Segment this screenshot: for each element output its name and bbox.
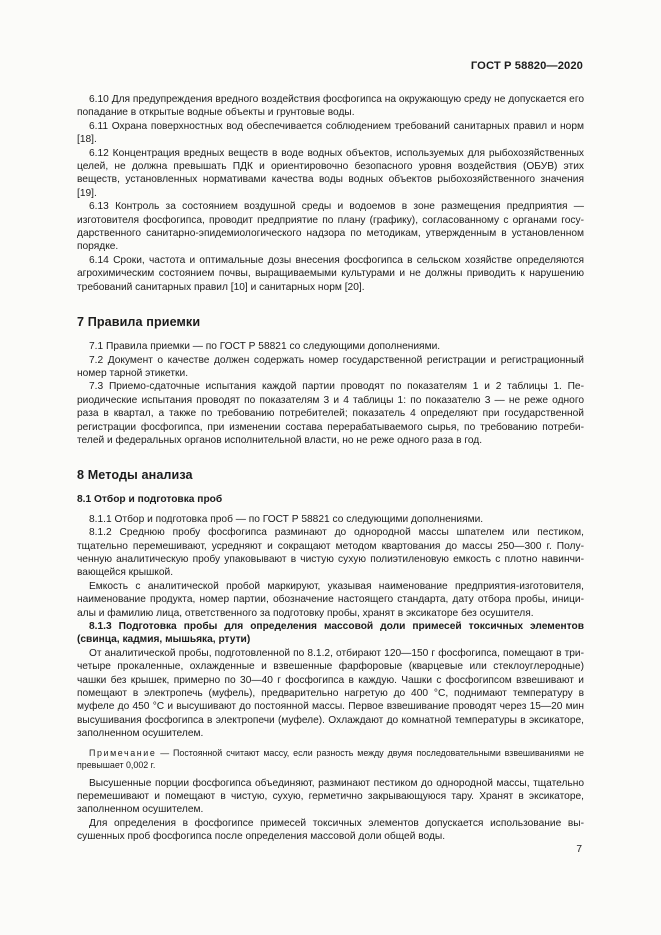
clause-6-11: 6.11 Охрана поверхностных вод обеспечивается соблюдением требований санитарных правил и норм [18]. — [77, 120, 584, 146]
clause-8-1-3-heading: 8.1.3 Подготовка пробы для определения массовой доли примесей токсичных элементов (свинца, кадмия, мышьяка, ртути) — [77, 621, 584, 646]
clause-8-1-3-text: От аналитической пробы, подготовленной по 8.1.2, отбирают 120—150 г фосфогипса, помещают в три-четыре прокаленные, охлажденные и взвешенные фарфоровые (кварцевые или стеклоуглеродные) чашки без крышек, примерно по 30—40 г фосфогипса в каждую. Чашки с фосфогипсом взвешивают и помещают в электропечь (муфель), предварительно нагретую до 400 °С, поднимают температуру в муфеле до 450 °С и высушивают до постоянной массы. Первое взвешивание проводят через 15—20 мин высушивания фосфогипса в электропечи (муфеле). Охлаждают до комнатной температуры в эксикаторе, заполненном осушителем. — [77, 647, 584, 740]
note — [77, 747, 584, 771]
clause-8-1-3-toxic: Для определения в фосфогипсе примесей токсичных элементов допускается использование высушенных проб фосфогипса после определения массовой доли общей воды. — [77, 817, 584, 843]
clause-6-12: 6.12 Концентрация вредных веществ в воде водных объектов, используемых для рыбохозяйственных целей, не должна превышать ПДК и ориентировочно безопасного уровня воздействия (ОБУВ) этих веществ, установленных нормативами качества воды водных объектов рыбохозяйственного значения [19]. — [77, 147, 584, 199]
clause-8-1-1: 8.1.1 Отбор и подготовка проб — по ГОСТ Р 58821 со следующими дополнениями. — [89, 513, 484, 525]
clause-6-13: 6.13 Контроль за состоянием воздушной среды и водоемов в зоне размещения предприятия — изготовителя фосфогипса, проводит предприятие по плану (графику), согласованному с органами государственного санитарно-эпидемиологического надзора по методикам, утвержденным в установленном порядке. — [77, 201, 584, 253]
document-header: ГОСТ Р 58820—2020 — [470, 60, 583, 72]
clause-8-1-2: 8.1.2 Среднюю пробу фосфогипса разминают до однородной массы шпателем или пестиком, тщательно перемешивают, усредняют и сокращают методом квартования до массы 250—300 г. Полученную аналитическую пробу упаковывают в чистую сухую полиэтиленовую емкость с плотно навинчивающейся крышкой. — [77, 527, 584, 579]
clause-7-1: 7.1 Правила приемки — по ГОСТ Р 58821 со следующими дополнениями. — [89, 341, 441, 353]
page-content — [77, 93, 584, 844]
section-8-title: 8 Методы анализа — [77, 468, 193, 483]
clause-6-10: 6.10 Для предупреждения вредного воздействия фосфогипса на окружающую среду не допускается его попадание в открытые водные объекты и грунтовые воды. — [77, 94, 584, 119]
page-number: 7 — [576, 844, 582, 855]
clause-7-2: 7.2 Документ о качестве должен содержать номер государственной регистрации и регистрационный номер тарной этикетки. — [77, 354, 584, 379]
note-label: Примечание — [89, 747, 157, 758]
section-7-title: 7 Правила приемки — [77, 315, 201, 330]
note-text: — Постоянной считают массу, если разность между двумя последовательными взвешиваниями не превышает 0,002 г. — [77, 747, 584, 770]
subsection-8-1-title: 8.1 Отбор и подготовка проб — [77, 494, 223, 506]
clause-7-3: 7.3 Приемо-сдаточные испытания каждой партии проводят по показателям 1 и 2 таблицы 1. Периодические испытания проводят по показателям 3 и 4 таблицы 1: по показателю 3 — не реже одного раза в квартал, а также по требованию потребителей; показатель 4 определяют при государственной регистрации фосфогипса, при изменении состава перерабатываемого сырья, по требованию потребителей и федеральных органов исполнительной власти, но не реже одного раза в год. — [77, 381, 584, 446]
clause-8-1-2-cont: Емкость с аналитической пробой маркируют, указывая наименование предприятия-изготовителя, наименование продукта, номер партии, обозначение настоящего стандарта, дату отбора пробы, инициалы и фамилию лица, ответственного за подготовку пробы, хранят в эксикаторе без осушителя. — [77, 580, 584, 619]
clause-8-1-3-dried: Высушенные порции фосфогипса объединяют, разминают пестиком до однородной массы, тщательно перемешивают и помещают в чистую, сухую, герметично закрывающуюся тару. Хранят в эксикаторе, заполненном осушителем. — [77, 777, 584, 816]
clause-6-14: 6.14 Сроки, частота и оптимальные дозы внесения фосфогипса в сельском хозяйстве определяются агрохимическим состоянием почвы, выращиваемыми культурами и не должны приводить к нарушению требований санитарных правил [10] и санитарных норм [20]. — [77, 254, 584, 293]
